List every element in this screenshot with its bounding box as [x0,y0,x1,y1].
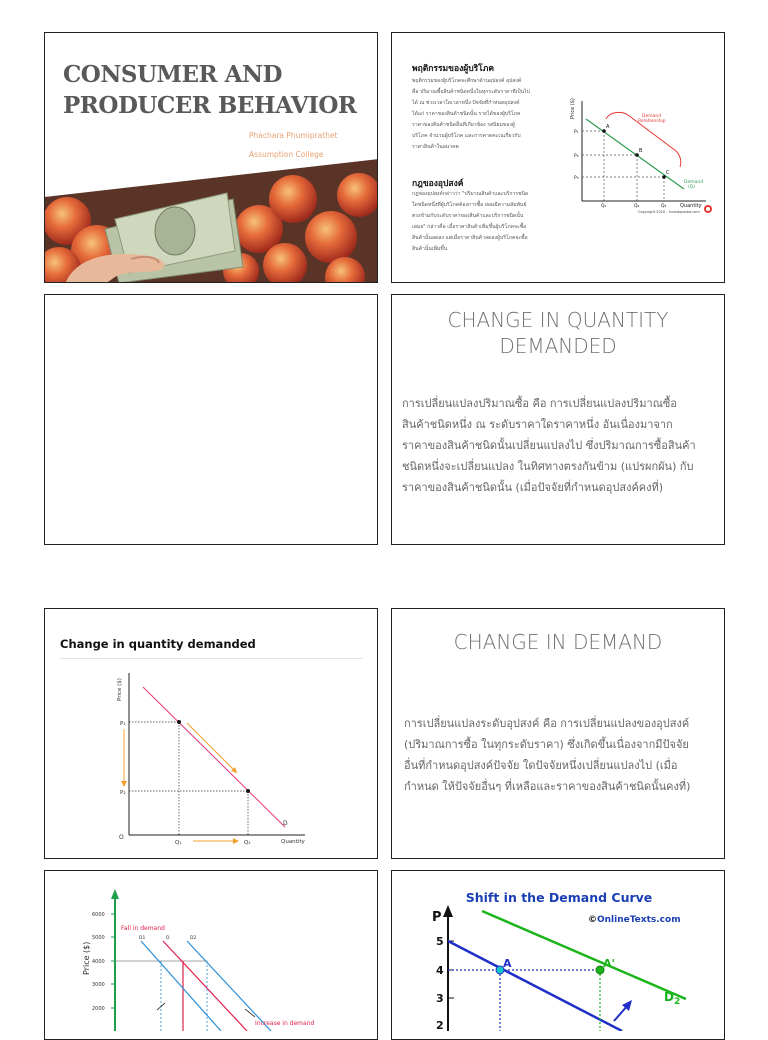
slide-change-in-demand[interactable] [391,608,725,859]
definition-text [404,713,714,797]
point-label: A' [603,957,615,970]
relationship-label: Relationship [638,119,666,124]
slide-heading: Change in quantity demanded [60,637,256,651]
slide-change-in-quantity-chart[interactable] [44,608,378,859]
text-line: เสมอ" กล่าวคือ เมื่อราคาสินค้าเพิ่มขึ้นผู้บริโภคจะซื้อ [412,224,527,230]
curve-label: D1 [139,936,146,941]
text-line: ราคาของสินค้าชนิดนั้นเปลี่ยนแปลงไป ซึ่งปริมาณการซื้อสินค้า [402,439,696,452]
paragraph-consumer-behavior [412,76,554,153]
fall-in-demand-label: Fall in demand [121,925,165,932]
text-line: อื่นที่กำหนดอุปสงค์ปัจจัย ใดปัจจัยหนึ่งเปลี่ยนแปลงไป (เมื่อ [404,759,678,772]
y-axis-label: Price ($) [82,941,91,975]
point-end [246,789,250,793]
y-tick: 2000 [92,1006,105,1012]
text-line: สินค้าชนิดหนึ่ง ณ ระดับราคาใดราคาหนึ่ง อันเนื่องมาจาก [402,418,673,431]
slide-heading: CHANGE IN DEMAND [453,630,663,654]
increase-in-demand-label: Increase in demand [255,1020,315,1027]
y-axis-arrow-icon [443,905,453,917]
price-tick: P₁ [120,721,126,727]
text-line: คือ ปริมาณซื้อสินค้าชนิดหนึ่งในทุกระดับราคาที่เป็นไป [412,89,530,95]
relationship-label: Demand [642,114,662,119]
heading-consumer-behavior: พฤติกรรมของผู้บริโภค [412,64,495,74]
y-tick: 5 [436,935,444,948]
y-tick: 3000 [92,982,105,988]
qty-tick: Q₁ [175,840,182,846]
slide-change-in-quantity-demanded[interactable] [391,294,725,545]
text-line: ใดชนิดหนึ่งที่ผู้บริโภคต้องการซื้อ ย่อมมีความสัมพันธ์ [412,202,527,208]
demand-relationship-chart [566,95,716,219]
text-line: การเปลี่ยนแปลงระดับอุปสงค์ คือ การเปลี่ยนแปลงของอุปสงค์ [404,717,690,730]
definition-text [402,393,716,498]
point-label: C [666,170,670,176]
presentation-title [63,59,363,121]
text-line: ได้แก่ ราคาของสินค้าชนิดนั้น รายได้ของผู้บริโภค [412,111,521,117]
slide-heading: Shift in the Demand Curve [465,890,653,905]
text-line: บริโภค จำนวนผู้บริโภค และการคาดคะเนเกี่ยวกับ [412,133,521,139]
y-tick: 6000 [92,912,105,918]
text-line: พฤติกรรมของผู้บริโภคจะศึกษาด้านอุปสงค์ อุปสงค์ [412,78,522,84]
author-name: Phachara Phumiprathet [249,131,338,140]
text-line: ราคาสินค้าในอนาคต [412,144,459,150]
curve-d1 [141,941,221,1031]
curve-label: Demand [684,180,704,185]
shift-demand-chart [392,871,725,1031]
movement-arrow [187,723,237,773]
text-line: กำหนด ให้ปัจจัยอื่นๆ ที่เหลือและราคาของสินค้าชนิดนั้นคงที่) [404,780,691,793]
qty-tick: Q₂ [634,204,640,209]
x-axis-label: Quantity [281,839,305,845]
text-line: ราคาของสินค้าชนิดนั้น (เมื่อปัจจัยที่กำหนดอุปสงค์คงที่) [402,481,664,494]
point-label: A [503,957,512,970]
text-line: (ปริมาณการซื้อ ในทุกระดับราคา) ซึ่งเกิดขึ้นเนื่องจากมีปัจจัย [404,738,689,751]
text-line: ตรงข้ามกับระดับราคาของสินค้าและบริการชนิดนั้น [412,213,524,219]
title-line-1: CONSUMER AND [63,61,282,88]
copyright: Copyright 2020 - Investopedia.com [638,210,700,214]
y-axis-label: Price ($) [117,678,123,701]
text-line: ราคาของสินค้าชนิดอื่นที่เกี่ยวข้อง รสนิยมของผู้ [412,122,515,128]
price-tick: P₂ [574,154,579,159]
heading-law-of-demand: กฎของอุปสงค์ [412,179,464,189]
price-tick: P₂ [120,790,126,796]
curve-d2 [187,941,271,1031]
brand-name: OnlineTexts.com [597,915,681,925]
demand-curve-d1 [448,941,622,1031]
text-line: ชนิดหนึ่งจะเปลี่ยนแปลง ในทิศทางตรงกันข้าม (แปรผกผัน) กับ [402,460,694,473]
y-axis-arrow-icon [111,889,119,899]
y-axis-label: P [432,910,442,925]
curve-label: D2 [190,936,197,941]
demand-shift-chart [45,871,378,1031]
point-label: A [606,124,610,130]
text-line: ได้ ณ ช่วงเวลาใดเวลาหนึ่ง ปัจจัยที่กำหนดอุปสงค์ [412,100,520,106]
demand-curve [143,687,285,827]
qty-tick: Q₂ [244,840,251,846]
y-tick: 3 [436,992,444,1005]
copyright-icon: © [588,915,597,925]
text-line: กฎของอุปสงค์กล่าวว่า "ปริมาณสินค้าและบริการชนิด [412,191,529,197]
origin-label: O [119,834,124,841]
slide-consumer-behavior[interactable] [391,32,725,283]
quantity-demanded-chart [105,659,315,849]
curve-label: $D_2$ [664,990,681,1007]
text-line: การเปลี่ยนแปลงปริมาณซื้อ คือ การเปลี่ยนแปลงปริมาณซื้อ [402,397,677,410]
price-tick: P₃ [574,176,579,181]
heading-line-2: DEMANDED [499,334,617,358]
institution-name: Assumption College [249,150,324,159]
point-start [177,720,181,724]
y-axis-label: Price ($) [570,98,576,119]
slide-demand-shift-chart[interactable] [44,870,378,1040]
price-tick: P₁ [574,130,579,135]
y-tick: 5000 [92,935,105,941]
point-label: B [639,148,643,154]
y-tick: 2 [436,1019,444,1031]
demand-curve [586,119,684,189]
peaches-money-photo [45,159,378,283]
title-line-2: PRODUCER BEHAVIOR [63,92,357,119]
paragraph-law-of-demand [412,189,554,255]
qty-tick: Q₃ [661,204,667,209]
heading-line-1: CHANGE IN QUANTITY [447,308,669,332]
slide-heading [392,307,724,359]
curve-d [163,941,247,1031]
slide-title[interactable] [44,32,378,283]
curve-label: (D) [688,185,695,190]
qty-tick: Q₁ [601,204,607,209]
text-line: สินค้านั้นลดลง แต่เมื่อราคาสินค้าลดลงผู้บริโภคจะซื้อ [412,235,528,241]
slide-blank[interactable] [44,294,378,545]
fall-arrow [157,1003,165,1010]
x-axis-label: Quantity [680,203,702,209]
curve-label: D [283,820,288,827]
slide-shift-in-demand-curve[interactable] [391,870,725,1040]
text-line: สินค้านั้นเพิ่มขึ้น [412,246,448,252]
y-tick: 4000 [92,959,105,965]
demand-curve-d2 [482,911,686,999]
curve-label: D [166,936,170,941]
y-tick: 4 [436,964,444,977]
